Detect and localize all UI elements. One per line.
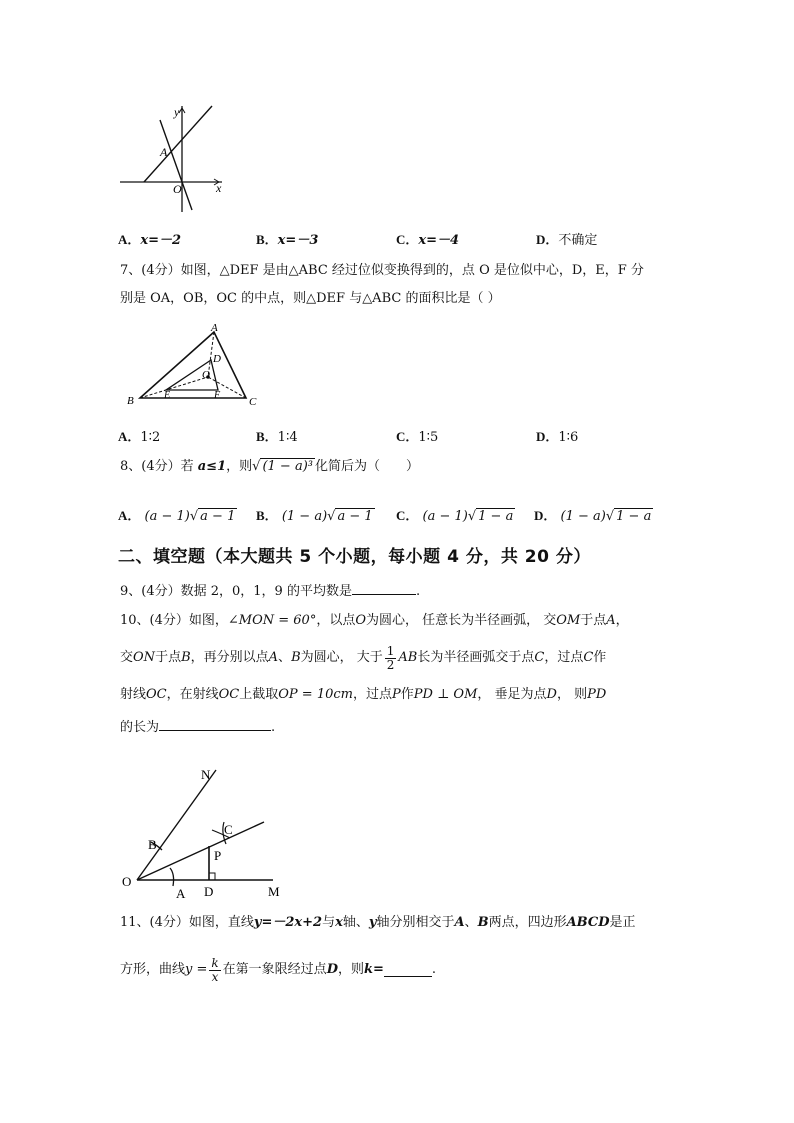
option-text: 1∶5 (418, 430, 439, 445)
q10-math: PD (587, 687, 607, 702)
option-radicand: a − 1 (200, 509, 236, 524)
option-text: 1∶2 (140, 430, 161, 445)
fraction-numerator: k (211, 955, 219, 970)
option-label: C． (396, 429, 419, 444)
q7-option-d (536, 426, 578, 445)
fig7-f-label: F (214, 390, 221, 401)
q11-text: 在第一象限经过点 (222, 962, 327, 977)
q8-condition: a≤1 (197, 459, 227, 474)
option-label: B． (256, 508, 278, 523)
q10-text: 为圆心， 大于 (300, 650, 383, 665)
option-label: C． (396, 232, 419, 247)
q8-option-c (396, 505, 515, 524)
q11-text: . (431, 962, 437, 977)
q11-math: B (477, 915, 489, 930)
fig7-a-label: A (211, 322, 218, 334)
q7-line1: 7、(4分）如图，△DEF 是由△ABC 经过位似变换得到的，点 O 是位似中心，D，E，F 分 (120, 263, 644, 278)
option-label: D． (536, 232, 559, 247)
fig7-d-label: D (213, 353, 221, 365)
option-label: C． (396, 508, 419, 523)
option-label: A． (118, 508, 141, 523)
q10-text: 交 (120, 650, 134, 665)
q10-math: ∠MON = 60° (227, 613, 317, 628)
option-label: B． (256, 232, 278, 247)
q11-text: 方形，曲线 (120, 962, 186, 977)
q10-text: 的长为 (120, 720, 160, 735)
q9-end: . (415, 584, 421, 599)
q10-math: D (546, 687, 557, 702)
q10-text: 于点 (155, 650, 182, 665)
q7-option-a (118, 426, 160, 445)
fig10-b-label: B (148, 837, 157, 852)
q8-radicand: (1 − a)³ (262, 459, 313, 474)
q11-text: 轴、 (342, 915, 369, 930)
q8-option-b (256, 505, 375, 524)
q11-math: y (368, 915, 377, 930)
q11-math: x (335, 915, 343, 930)
q10-text: ，在射线 (166, 687, 219, 702)
q10-math: P (392, 687, 401, 702)
q7-line2: 别是 OA，OB，OC 的中点，则△DEF 与△ABC 的面积比是（ ） (120, 291, 501, 306)
q10-math: OP = 10cm (278, 687, 353, 702)
q11-text: 是正 (609, 915, 636, 930)
q10-math: ON (133, 650, 156, 665)
fig10-p-label: P (214, 848, 222, 863)
q10-text: ，过点 (544, 650, 584, 665)
q6-option-c (396, 229, 459, 248)
q10-figure (118, 762, 288, 902)
q10-text: 为圆心， 任意长为半径画弧， 交 (366, 613, 557, 628)
sqrt-sign: √ (327, 509, 336, 524)
fig10-d-label: D (204, 884, 214, 899)
option-coef: (1 − a) (560, 509, 606, 524)
fig7-c-label: C (249, 396, 257, 408)
option-label: D． (536, 429, 559, 444)
q10-line3 (120, 686, 606, 704)
q10-text: 长为半径画弧交于点 (417, 650, 535, 665)
option-text: 不确定 (558, 233, 598, 248)
q10-text: 作 (593, 650, 607, 665)
q10-math: B (291, 650, 301, 665)
q11-math: y = (185, 962, 208, 977)
fig10-m-label: M (268, 884, 280, 899)
fraction-numerator: 1 (386, 643, 395, 658)
option-coef: (1 − a) (281, 509, 328, 524)
q10-text: ，过点 (352, 687, 392, 702)
option-text: 1∶4 (277, 430, 298, 445)
q11-text: 11、(4分）如图，直线 (120, 915, 254, 930)
fraction-denominator: 2 (386, 657, 395, 672)
q11-line1 (120, 914, 636, 932)
fig6-x-label: x (216, 181, 222, 195)
q10-text: ， (615, 613, 629, 628)
q10-math: OC (218, 687, 240, 702)
option-label: A． (118, 232, 141, 247)
sqrt-sign: √ (467, 509, 477, 524)
fig7-e-label: E (164, 390, 171, 401)
q8-suffix: 化简后为（ ） (314, 459, 419, 474)
q11-text: 两点，四边形 (488, 915, 567, 930)
q10-text: 、 (278, 650, 292, 665)
q8-option-a (118, 505, 237, 524)
q11-line2 (120, 950, 436, 990)
fig6-a-label: A (160, 145, 168, 159)
q10-text: ，以点 (316, 613, 356, 628)
q10-answer-blank[interactable] (159, 718, 271, 731)
q9 (120, 582, 420, 601)
q11-text: ，则 (337, 962, 364, 977)
sqrt-sign: √ (605, 509, 615, 524)
q8-prefix: 8、(4分）若 (120, 459, 198, 474)
q10-math: O (355, 613, 367, 628)
q10-line1 (120, 612, 629, 630)
option-radicand: 1 − a (478, 509, 514, 524)
q11-math: ABCD (566, 915, 610, 930)
q7-option-b (256, 426, 298, 445)
option-radicand: a − 1 (337, 509, 373, 524)
q9-answer-blank[interactable] (352, 582, 416, 595)
q8-mid: ，则 (226, 459, 253, 474)
q11-math: y=－2x+2 (253, 915, 323, 930)
q10-text: 于点 (580, 613, 607, 628)
q10-math: A (606, 613, 616, 628)
option-text: 1∶6 (558, 430, 579, 445)
q11-math: k= (363, 962, 384, 977)
sqrt-sign: √ (189, 509, 199, 524)
q10-math: C (534, 650, 545, 665)
fig7-o-label: O (202, 369, 210, 381)
q10-fraction (385, 645, 397, 672)
q10-text: ，再分别以点 (190, 650, 269, 665)
fig10-o-label: O (122, 874, 132, 889)
q10-line4 (120, 718, 275, 737)
q10-text: 上截取 (239, 687, 279, 702)
q6-option-b (256, 229, 318, 248)
q10-math: OC (146, 687, 167, 702)
q10-math: B (181, 650, 191, 665)
q10-math: PD ⊥ OM (413, 687, 478, 702)
q11-math: A (454, 915, 465, 930)
option-label: B． (256, 429, 278, 444)
q10-math: AB (398, 650, 418, 665)
q8-sqrt-sign: √ (252, 459, 261, 474)
q10-math: A (268, 650, 279, 665)
section-title: 二、填空题（本大题共 5 个小题，每小题 4 分，共 20 分） (118, 547, 591, 567)
q6-option-d (536, 229, 597, 248)
q10-text: 作 (400, 687, 414, 702)
q11-text: 、 (464, 915, 478, 930)
fig6-o-label: O (173, 182, 182, 196)
option-coef: (a − 1) (144, 509, 190, 524)
q10-text: ， 垂足为点 (477, 687, 547, 702)
q6-figure (116, 100, 226, 215)
q7-option-c (396, 426, 438, 445)
option-coef: (a − 1) (422, 509, 468, 524)
option-radicand: 1 − a (616, 509, 652, 524)
q11-math: D (326, 962, 338, 977)
fig7-b-label: B (127, 395, 134, 407)
q10-math: OM (556, 613, 581, 628)
fig10-n-label: N (201, 767, 211, 782)
option-text: x=－4 (418, 233, 460, 248)
fig10-a-label: A (176, 886, 186, 901)
q10-line2 (120, 640, 606, 676)
q11-answer-blank[interactable] (384, 964, 432, 977)
option-text: x=－2 (140, 233, 182, 248)
q11-text: 与 (322, 915, 336, 930)
fig6-y-label: y (174, 105, 180, 119)
q9-text: 9、(4分）数据 2，0，1，9 的平均数是 (120, 584, 352, 599)
q8-option-d (534, 505, 653, 524)
q11-text: 轴分别相交于 (376, 915, 455, 930)
q6-option-a (118, 229, 181, 248)
q10-math: C (583, 650, 594, 665)
q10-text: . (271, 720, 276, 735)
option-label: A． (118, 429, 141, 444)
q10-text: 射线 (120, 687, 147, 702)
fraction-denominator: x (211, 969, 219, 984)
q8-stem (120, 458, 419, 476)
option-label: D． (534, 508, 557, 523)
q11-fraction (209, 957, 220, 984)
q10-text: 10、(4分）如图， (120, 613, 228, 628)
option-text: x=－3 (277, 233, 319, 248)
fig10-c-label: C (224, 822, 233, 837)
q7-figure (122, 322, 267, 412)
q10-text: ， 则 (556, 687, 588, 702)
